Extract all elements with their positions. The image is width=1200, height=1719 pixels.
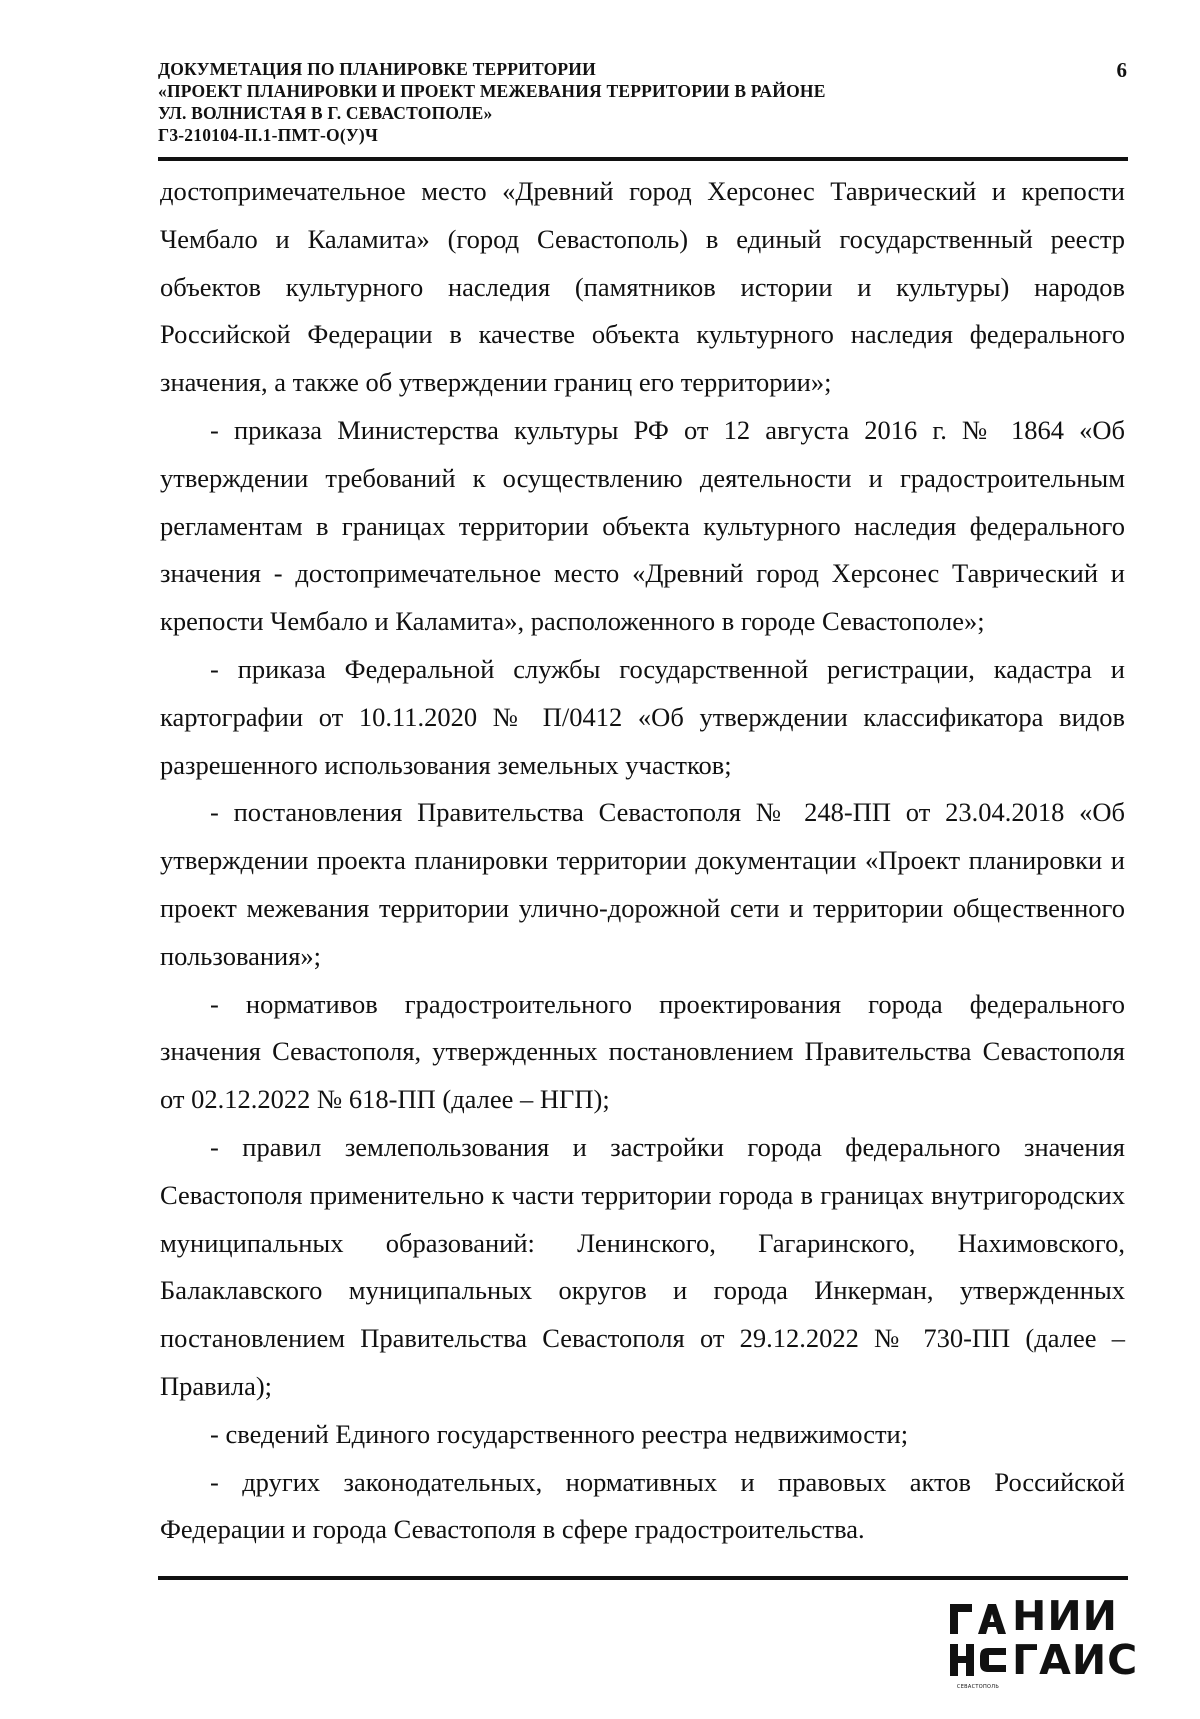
paragraph-list-item: - приказа Министерства культуры РФ от 12 августа 2016 г. № 1864 «Об утверждении требований к осуществлению деятельности и градостроительным регламентам в границах территории объекта культурного наследия федерального значения - достопримечательное место «Древний город Херсонес Таврический и крепости Чембало и Каламита», расположенного в городе Севастополе»; — [160, 414, 1125, 637]
logo-caption: СЕВАСТОПОЛЬ — [956, 1684, 1000, 1690]
paragraph-list-item: - других законодательных, нормативных и правовых актов Российской Федерации и города Севастополя в сфере градостроительства. — [160, 1466, 1125, 1545]
footer-divider — [158, 1576, 1128, 1580]
nii-gais-logo — [948, 1592, 1139, 1694]
document-header — [158, 58, 1128, 146]
paragraph-list-item: - приказа Федеральной службы государственной регистрации, кадастра и картографии от 10.11.2020 № П/0412 «Об утверждении классификатора видов разрешенного использования земельных участков; — [160, 653, 1125, 780]
logo-wordmark — [1012, 1594, 1138, 1682]
document-body — [160, 168, 1125, 1554]
gais-emblem-icon — [948, 1600, 1008, 1684]
paragraph-list-item: - постановления Правительства Севастополя № 248-ПП от 23.04.2018 «Об утверждении проекта планировки территории документации «Проект планировки и проект межевания территории улично-дорожной сети и территории общественного пользования»; — [160, 797, 1125, 971]
logo-line-2: ГАИС — [1012, 1636, 1139, 1684]
paragraph-list-item: - нормативов градостроительного проектирования города федерального значения Севастополя, утвержденных постановлением Правительства Севастополя от 02.12.2022 № 618-ПП (далее – НГП); — [160, 988, 1125, 1115]
logo-line-1: НИИ — [1012, 1592, 1118, 1640]
paragraph-continuation: достопримечательное место «Древний город Херсонес Таврический и крепости Чембало и Каламита» (город Севастополь) в единый государственный реестр объектов культурного наследия (памятников истории и культуры) народов Российской Федерации в качестве объекта культурного наследия федерального значения, а также об утверждении границ его территории»; — [160, 176, 1125, 398]
paragraph-list-item: - правил землепользования и застройки города федерального значения Севастополя применительно к части территории города в границах внутригородских муниципальных образований: Ленинского, Гагаринского, Нахимовского, Балаклавского муниципальных округов и города Инкерман, утвержденных постановлением Правительства Севастополя от 29.12.2022 № 730-ПП (далее – Правила); — [160, 1131, 1125, 1401]
header-document-code: Г3-210104-II.1-ПМТ-О(У)Ч — [158, 125, 378, 145]
page-number: 6 — [1116, 58, 1127, 82]
header-line-1: ДОКУМЕТАЦИЯ ПО ПЛАНИРОВКЕ ТЕРРИТОРИИ — [158, 59, 596, 79]
paragraph-list-item: - сведений Единого государственного реестра недвижимости; — [210, 1418, 909, 1449]
header-line-2: «ПРОЕКТ ПЛАНИРОВКИ И ПРОЕКТ МЕЖЕВАНИЯ ТЕРРИТОРИИ В РАЙОНЕ — [158, 81, 826, 101]
header-divider — [158, 157, 1128, 161]
header-line-3: УЛ. ВОЛНИСТАЯ В Г. СЕВАСТОПОЛЕ» — [158, 103, 493, 123]
